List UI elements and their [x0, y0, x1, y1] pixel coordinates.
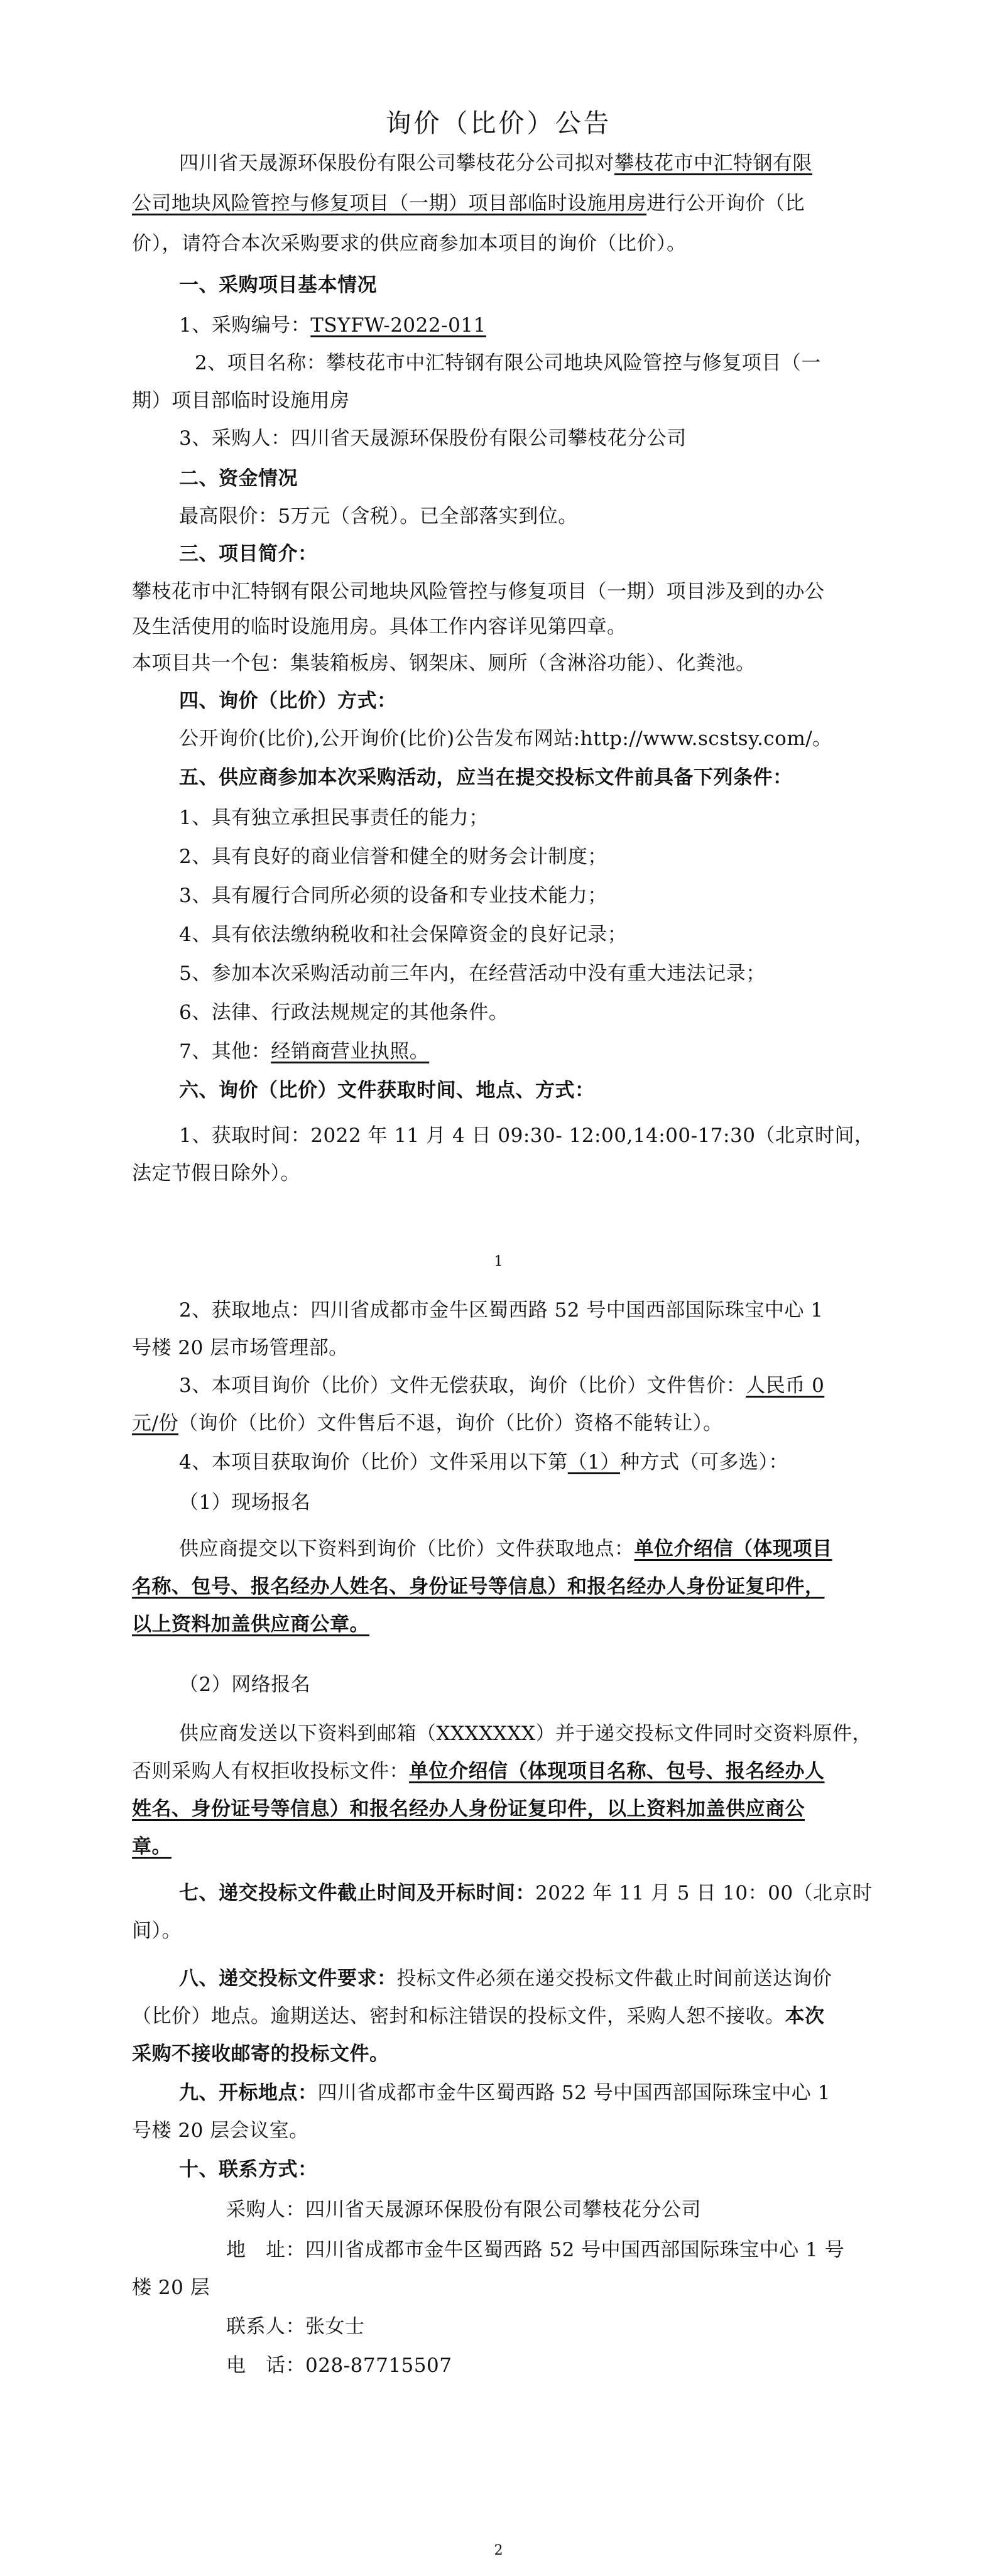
acquire-location-line-2: 号楼 20 层市场管理部。	[132, 1337, 349, 1359]
online-registration-line-2: 否则采购人有权拒收投标文件：单位介绍信（体现项目名称、包号、报名经办人	[132, 1760, 825, 1783]
project-intro-line-1: 攀枝花市中汇特钢有限公司地块风险管控与修复项目（一期）项目涉及到的办公	[132, 580, 825, 603]
contact-purchaser: 采购人：四川省天晟源环保股份有限公司攀枝花分公司	[226, 2198, 701, 2221]
online-registration-line-1: 供应商发送以下资料到邮箱（XXXXXXX）并于递交投标文件同时交资料原件，	[179, 1722, 872, 1745]
condition-5: 5、参加本次采购活动前三年内，在经营活动中没有重大违法记录；	[179, 962, 766, 985]
acquire-time-line-1: 1、获取时间：2022 年 11 月 4 日 09:30- 12:00,14:00-17:30（北京时间，	[179, 1124, 874, 1147]
page-title: 询价（比价）公告	[385, 108, 612, 138]
onsite-registration-line-2: 名称、包号、报名经办人姓名、身份证号等信息）和报名经办人身份证复印件，	[132, 1575, 825, 1598]
inquiry-method: 公开询价(比价),公开询价(比价)公告发布网站:http://www.scstsy.com/。	[179, 727, 832, 750]
section-8-heading: 八、递交投标文件要求：	[179, 1967, 397, 1990]
section-5-heading: 五、供应商参加本次采购活动，应当在提交投标文件前具备下列条件：	[179, 766, 793, 789]
deadline-line-1: 七、递交投标文件截止时间及开标时间：2022 年 11 月 5 日 10：00（北京时	[179, 1882, 873, 1905]
page-number-2: 2	[494, 2543, 503, 2558]
onsite-registration-label: （1）现场报名	[179, 1491, 311, 1514]
section-10-heading: 十、联系方式：	[179, 2158, 318, 2181]
submission-line-3: 采购不接收邮寄的投标文件。	[132, 2043, 390, 2065]
section-1-heading: 一、采购项目基本情况	[179, 274, 377, 296]
intro-line-2: 公司地块风险管控与修复项目（一期）项目部临时设施用房进行公开询价（比	[132, 192, 805, 215]
onsite-registration-line-1: 供应商提交以下资料到询价（比价）文件获取地点：单位介绍信（体现项目	[179, 1538, 832, 1560]
section-2-heading: 二、资金情况	[179, 467, 298, 490]
price-unit-underlined: 元/份	[132, 1412, 178, 1435]
section-4-heading: 四、询价（比价）方式：	[179, 690, 397, 712]
section-6-heading: 六、询价（比价）文件获取时间、地点、方式：	[179, 1079, 595, 1102]
document-price-line-1: 3、本项目询价（比价）文件无偿获取，询价（比价）文件售价：人民币 0	[179, 1374, 825, 1397]
page-1	[0, 0, 997, 1286]
condition-2: 2、具有良好的商业信誉和健全的财务会计制度；	[179, 845, 607, 868]
intro-line-3: 价），请符合本次采购要求的供应商参加本项目的询价（比价）。	[132, 232, 687, 255]
section-3-heading: 三、项目简介：	[179, 543, 318, 565]
section-7-heading: 七、递交投标文件截止时间及开标时间：	[179, 1882, 535, 1905]
contact-address-line-1: 地 址：四川省成都市金牛区蜀西路 52 号中国西部国际珠宝中心 1 号	[226, 2239, 845, 2261]
condition-4: 4、具有依法缴纳税收和社会保障资金的良好记录；	[179, 923, 628, 946]
acquire-location-line-1: 2、获取地点：四川省成都市金牛区蜀西路 52 号中国西部国际珠宝中心 1	[179, 1299, 824, 1322]
onsite-registration-line-3: 以上资料加盖供应商公章。	[132, 1613, 369, 1636]
project-name-underlined-cont: 公司地块风险管控与修复项目（一期）项目部临时设施用房	[132, 192, 646, 215]
submission-line-2: （比价）地点。逾期送达、密封和标注错误的投标文件，采购人恕不接收。本次	[132, 2005, 825, 2028]
project-name-line-2: 期）项目部临时设施用房	[132, 389, 350, 412]
page-number-1: 1	[494, 1254, 503, 1269]
purchase-number-value: TSYFW-2022-011	[310, 314, 486, 337]
condition-1: 1、具有独立承担民事责任的能力；	[179, 807, 489, 829]
acquire-time-line-2: 法定节假日除外）。	[132, 1162, 300, 1185]
project-name-line-1: 2、项目名称：攀枝花市中汇特钢有限公司地块风险管控与修复项目（一	[195, 352, 821, 374]
submission-line-1: 八、递交投标文件要求：投标文件必须在递交投标文件截止时间前送达询价	[179, 1967, 832, 1990]
condition-6: 6、法律、行政法规规定的其他条件。	[179, 1001, 509, 1024]
purchaser: 3、采购人：四川省天晟源环保股份有限公司攀枝花分公司	[179, 427, 687, 450]
online-registration-line-4: 章。	[132, 1835, 172, 1858]
contact-phone: 电 话：028-87715507	[226, 2354, 452, 2377]
online-registration-label: （2）网络报名	[179, 1673, 311, 1696]
max-price: 最高限价：5万元（含税）。已全部落实到位。	[179, 505, 578, 528]
method-choice-underlined: （1）	[567, 1451, 620, 1474]
project-intro-line-3: 本项目共一个包：集装箱板房、钢架床、厕所（含淋浴功能）、化粪池。	[132, 652, 756, 675]
price-underlined: 人民币 0	[746, 1374, 825, 1397]
condition-7: 7、其他：经销商营业执照。	[179, 1040, 430, 1063]
opening-location-line-2: 号楼 20 层会议室。	[132, 2119, 309, 2142]
online-registration-line-3: 姓名、身份证号等信息）和报名经办人身份证复印件，以上资料加盖供应商公	[132, 1798, 805, 1820]
acquire-method: 4、本项目获取询价（比价）文件采用以下第（1）种方式（可多选）：	[179, 1451, 788, 1474]
contact-person: 联系人：张女士	[226, 2315, 365, 2338]
contact-address-line-2: 楼 20 层	[132, 2276, 210, 2299]
purchase-number: 1、采购编号：TSYFW-2022-011	[179, 314, 486, 337]
condition-3: 3、具有履行合同所必须的设备和专业技术能力；	[179, 884, 607, 907]
business-license-underlined: 经销商营业执照。	[271, 1040, 430, 1063]
project-name-underlined: 攀枝花市中汇特钢有限	[614, 152, 812, 175]
page-2	[0, 1286, 997, 2576]
project-intro-line-2: 及生活使用的临时设施用房。具体工作内容详见第四章。	[132, 616, 627, 638]
document-price-line-2: 元/份（询价（比价）文件售后不退，询价（比价）资格不能转让）。	[132, 1412, 723, 1435]
deadline-line-2: 间）。	[132, 1920, 182, 1942]
opening-location-line-1: 九、开标地点：四川省成都市金牛区蜀西路 52 号中国西部国际珠宝中心 1	[179, 2082, 831, 2104]
intro-line-1: 四川省天晟源环保股份有限公司攀枝花分公司拟对攀枝花市中汇特钢有限	[179, 152, 812, 175]
section-9-heading: 九、开标地点：	[179, 2082, 318, 2104]
